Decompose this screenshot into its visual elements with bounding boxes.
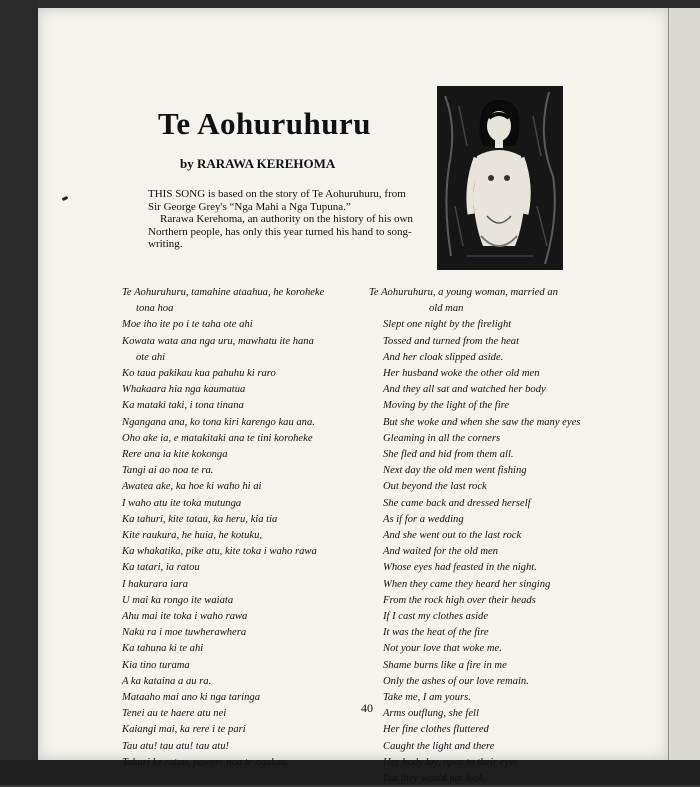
lyric-line: Gleaming in all the corners [383,432,501,444]
lyric-line: Not your love that woke me. [383,643,502,655]
lyric-line: Rere ana ia kite kokonga [122,449,228,461]
lyric-line: Caught the light and there [383,740,495,752]
lyric-line: Moving by the light of the fire [383,400,510,412]
page-title: Te Aohuruhuru [158,106,371,141]
lyric-line: Slept one night by the firelight [383,319,512,331]
lyric-line: And her cloak slipped aside. [383,351,504,363]
lyric-line: Naku ra i moe tuwherawhera [122,627,247,639]
lyric-line: Arms outflung, she fell [383,708,479,720]
lyric-line: Ahu mai ite toka i waho rawa [122,611,248,623]
scan-border-left [0,0,38,785]
lyric-line: U mai ka rongo ite waiata [122,594,234,606]
intro-text [148,188,416,251]
lyric-line: Tenei au te haere atu nei [122,708,227,720]
lyric-line: She came back and dressed herself [383,497,531,509]
lyric-line: Tossed and turned from the heat [383,335,520,347]
lyric-line: Ka whakatika, pike atu, kite toka i waho rawa [122,546,317,558]
woodcut-illustration [437,86,563,270]
lyric-line: Kowata wata ana nga uru, mawhatu ite hana [122,335,314,347]
lyric-line: A ka kataina a au ra. [122,675,212,687]
lyric-line: Awatea ake, ka hoe ki waho hi ai [122,481,262,493]
byline [180,156,335,172]
lyric-line: Oho ake ia, e matakitaki ana te tini koroheke [122,432,313,444]
lyric-line: It was the heat of the fire [383,627,489,639]
english-lyrics-column [369,285,614,787]
lyric-line: Ka tahuri, kite tatau, ka heru, kia tia [122,513,278,525]
lyric-line: ote ahi [136,351,166,363]
maori-lyrics-column [122,285,362,771]
lyric-line: Ko taua pakikau kua pahuhu ki raro [122,368,276,380]
intro-paragraph-2: Rarawa Kerehoma, an authority on the history of his own Northern people, has only this year turned his hand to song-writing. [148,213,413,251]
lyric-line: Only the ashes of our love remain. [383,675,529,687]
lyric-line: Her fine clothes fluttered [383,724,489,736]
lyric-line: Ngangana ana, ko tona kiri karengo kau ana. [122,416,315,428]
lyric-line: Te Aohuruhuru, a young woman, married an [369,287,558,298]
lyric-line: Ka mataki taki, i tona tinana [122,400,244,412]
lyric-line: Tangi ai ao noa te ra. [122,465,214,477]
byline-author: RARAWA KEREHOMA [196,156,336,171]
lyric-line: Kia tino turama [122,659,190,671]
lyric-line: From the rock high over their heads [383,594,536,606]
lyric-line: As if for a wedding [383,513,464,525]
lyric-line: Her husband woke the other old men [383,368,540,380]
lyric-line: Whose eyes had feasted in the night. [383,562,537,574]
lyric-line: And she went out to the last rock [383,530,522,542]
lyric-line: She fled and hid from them all. [383,449,514,461]
lyric-line: Shame burns like a fire in me [383,659,507,671]
lyric-line: Next day the old men went fishing [383,465,527,477]
lyric-line: I hakurara iara [122,578,188,590]
lyric-line: Kaiangi mai, ka rere i te pari [122,724,246,736]
intro-paragraph-1: THIS SONG is based on the story of Te Aohuruhuru, from Sir George Grey's “Nga Mahi a Nga Tupuna.” [148,188,406,213]
lyric-line: tona hoa [136,303,174,315]
lyric-line: old man [429,303,464,315]
lyric-line: Mataaho mai ano ki nga taringa [122,692,261,704]
lyric-line: And waited for the old men [383,546,499,558]
lyric-line: Moe iho ite po i te taha ote ahi [122,319,253,331]
lyric-line: Whakaara hia nga kaumatua [122,384,246,396]
byline-prefix: by [180,156,194,171]
adjacent-page-edge [668,8,700,768]
lyric-line: Ka tahuna ki te ahi [122,643,204,655]
page-number: 40 [361,701,373,715]
lyric-line: But she woke and when she saw the many eyes [383,416,581,428]
lyric-line: Tau atu! tau atu! tau atu! [122,740,230,752]
lyric-line: Te Aohuruhuru, tamahine ataahua, he koroheke [122,287,325,298]
lyric-line: But they would not look. [383,773,487,785]
lyric-line: I waho atu ite toka mutunga [122,497,242,509]
lyric-line: Ka tatari, ia ratou [122,562,200,574]
lyric-line: Take me, I am yours. [383,692,471,704]
lyric-line: If I cast my clothes aside [383,611,489,623]
lyric-line: Kite raukura, he huia, he kotuku, [122,530,263,542]
illustration-figure [437,86,563,270]
lyric-line: And they all sat and watched her body [383,384,546,396]
lyric-line: Out beyond the last rock [383,481,487,493]
lyric-line: Tahuri ke ratou, pawere noa te ngakau. [122,756,289,768]
lyric-line: When they came they heard her singing [383,578,551,590]
lyric-line: Her body lay, open to their eyes [383,756,519,768]
